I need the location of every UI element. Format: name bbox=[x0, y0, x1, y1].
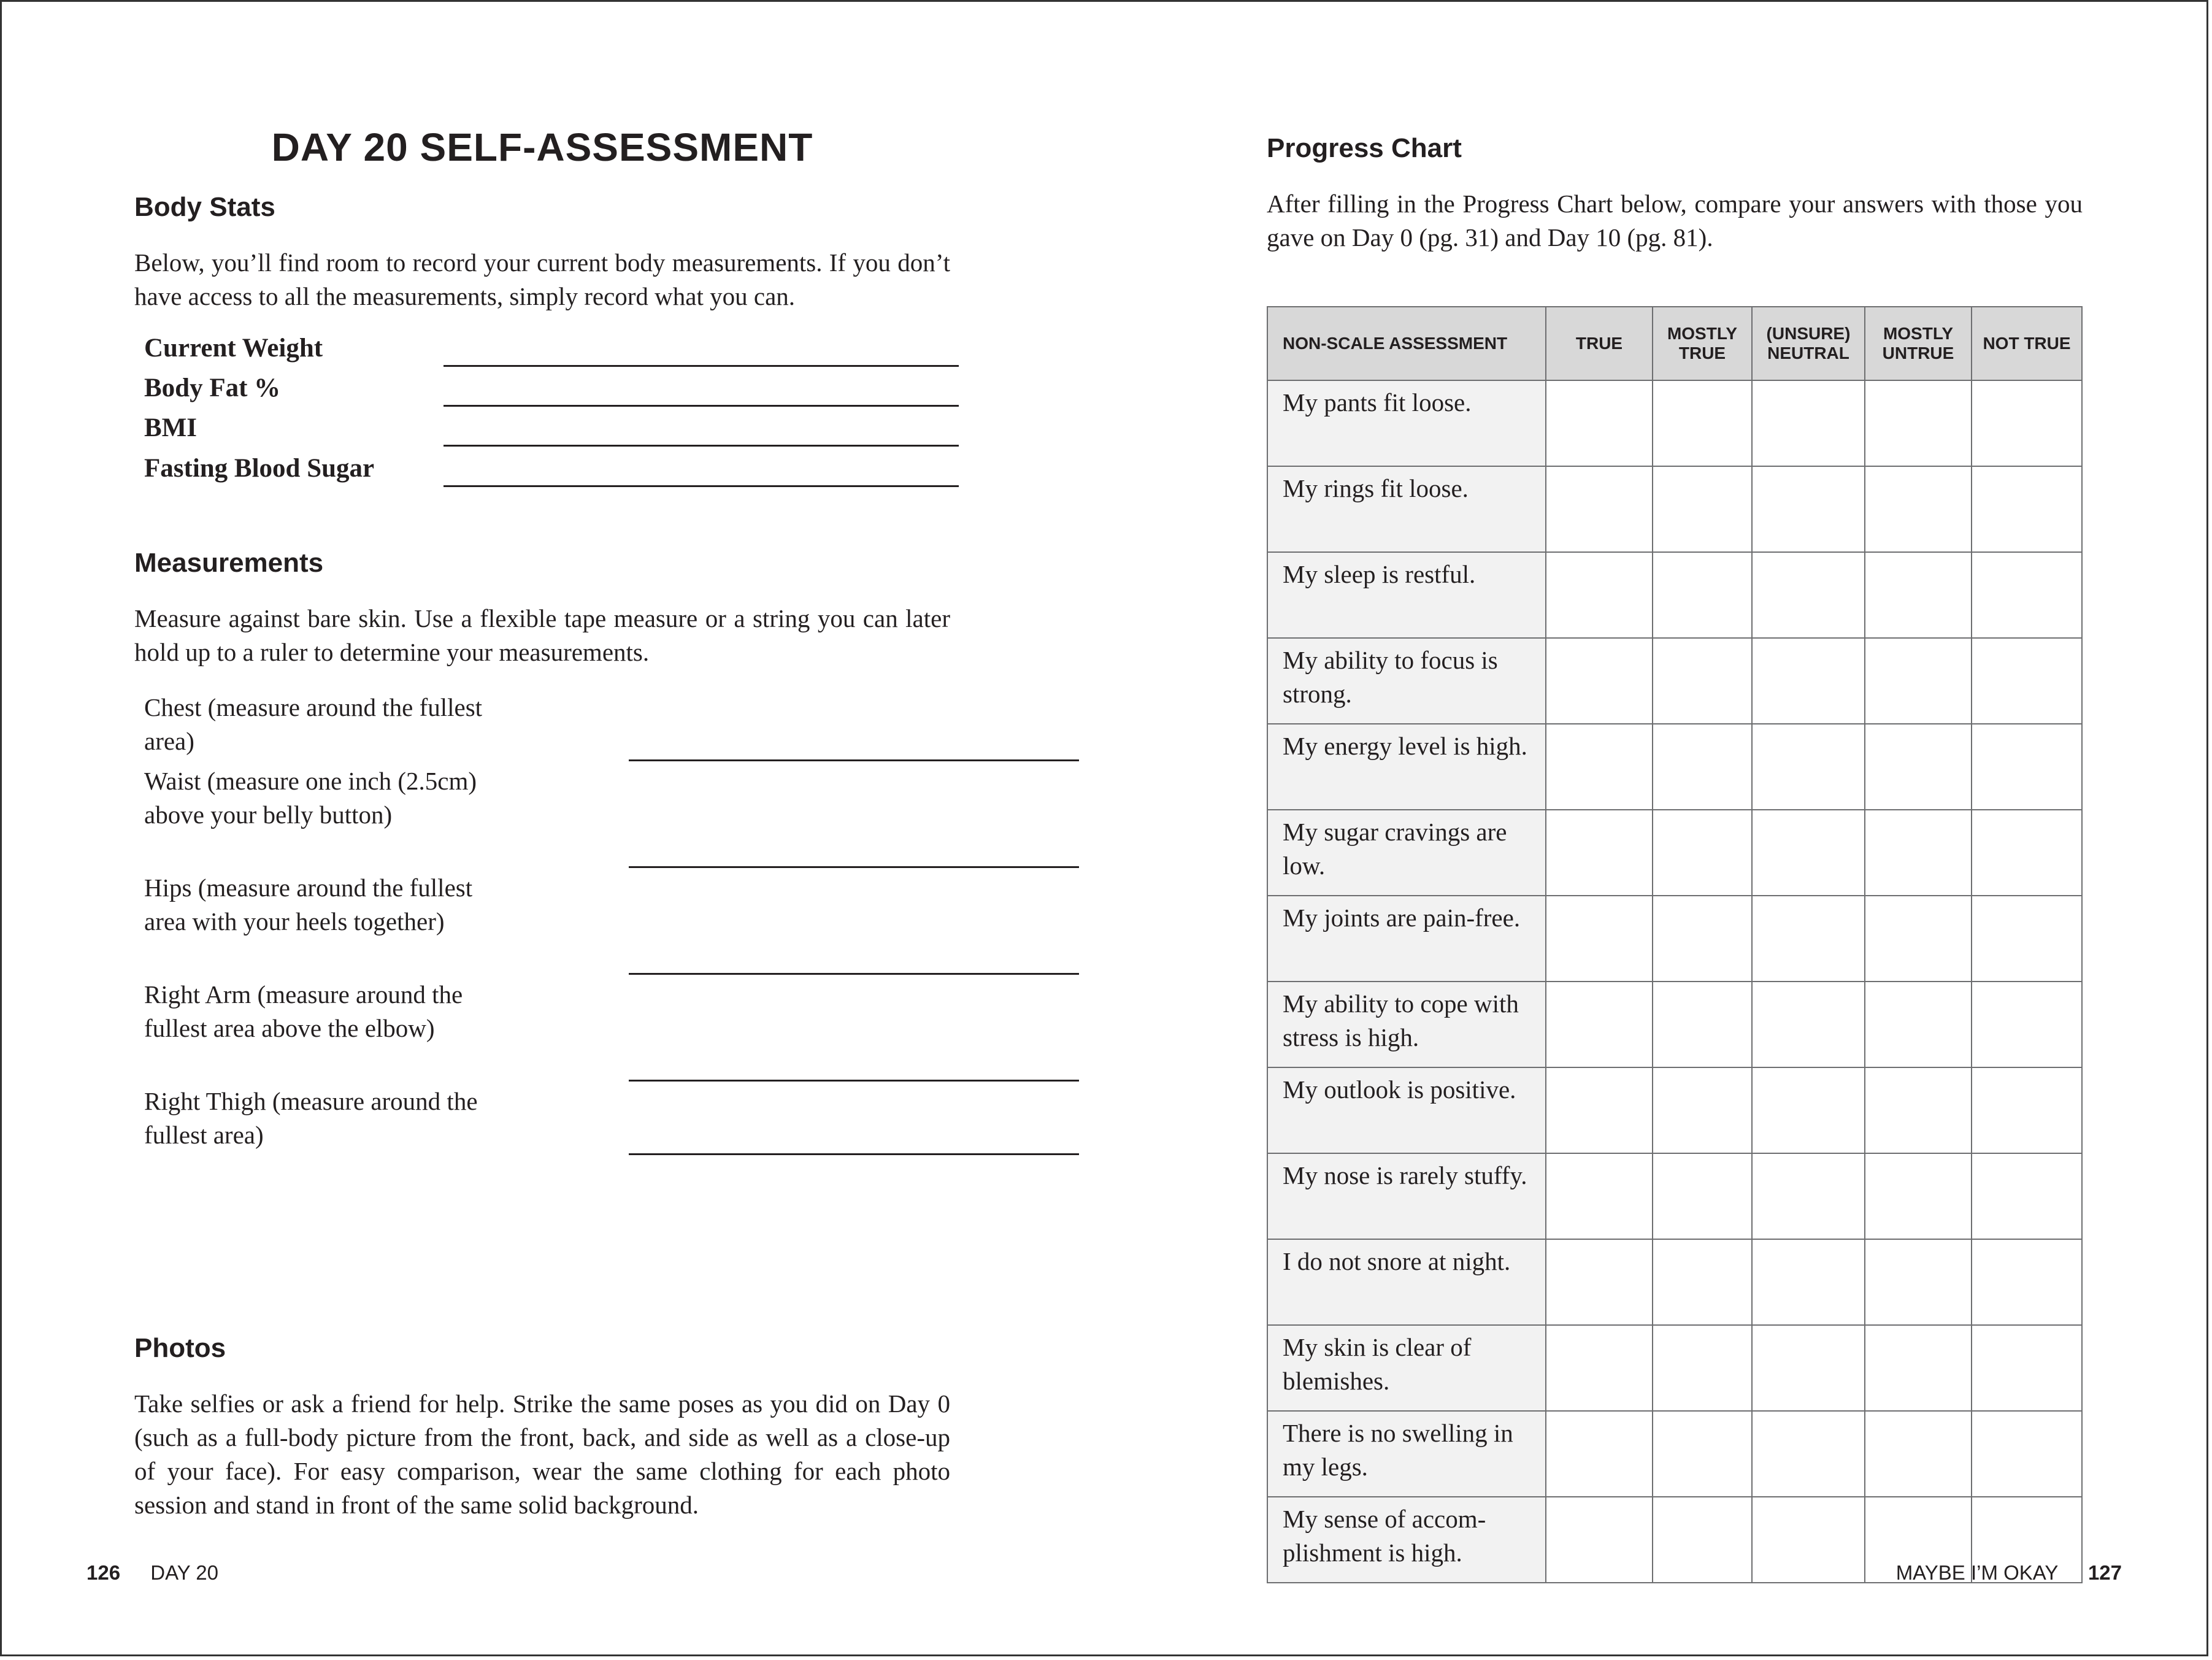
table-row bbox=[1267, 896, 2082, 982]
col-header-true: TRUE bbox=[1546, 307, 1653, 380]
table-row bbox=[1267, 1325, 2082, 1411]
measurement-label: Chest (measure around the fullest area) bbox=[144, 693, 483, 755]
assessment-statement: My joints are pain-free. bbox=[1267, 896, 1546, 982]
table-row bbox=[1267, 1411, 2082, 1497]
stat-row-bmi bbox=[144, 413, 960, 453]
stat-label: Current Weight bbox=[144, 334, 323, 363]
stat-label: BMI bbox=[144, 413, 197, 442]
table-row bbox=[1267, 552, 2082, 638]
assessment-statement: My sugar cravings are low. bbox=[1267, 810, 1546, 896]
answer-checkbox-cell[interactable] bbox=[1546, 1497, 1653, 1583]
table-row bbox=[1267, 810, 2082, 896]
answer-checkbox-cell[interactable] bbox=[1752, 982, 1865, 1067]
measurement-input-line[interactable] bbox=[629, 759, 1079, 761]
right-footer bbox=[1896, 1561, 2122, 1585]
photos-text: Take selfies or ask a friend for help. Strike the same poses as you did on Day 0 (such as a full-body picture from the front, back, and side as well as a close-up of your face). For easy comparison, wear the same clothing for each photo session and stand in front of the same solid background. bbox=[134, 1389, 950, 1519]
answer-checkbox-cell[interactable] bbox=[1865, 1325, 1972, 1411]
table-row bbox=[1267, 638, 2082, 724]
answer-checkbox-cell[interactable] bbox=[1865, 552, 1972, 638]
answer-checkbox-cell[interactable] bbox=[1972, 1411, 2082, 1497]
answer-checkbox-cell[interactable] bbox=[1546, 1153, 1653, 1239]
progress-chart-intro: After filling in the Progress Chart below, compare your answers with those you gave on Day 0 (pg. 31) and Day 10 (pg. 81). bbox=[1267, 190, 2083, 252]
answer-checkbox-cell[interactable] bbox=[1972, 552, 2082, 638]
answer-checkbox-cell[interactable] bbox=[1752, 1325, 1865, 1411]
answer-checkbox-cell[interactable] bbox=[1752, 724, 1865, 810]
answer-checkbox-cell[interactable] bbox=[1972, 724, 2082, 810]
answer-checkbox-cell[interactable] bbox=[1972, 896, 2082, 982]
table-row bbox=[1267, 1067, 2082, 1153]
stat-input-line[interactable] bbox=[444, 405, 959, 407]
measurement-row-right-thigh bbox=[144, 1085, 950, 1152]
answer-checkbox-cell[interactable] bbox=[1865, 1067, 1972, 1153]
measurements-heading: Measurements bbox=[134, 548, 324, 578]
stat-input-line[interactable] bbox=[444, 485, 959, 487]
col-header-mostly-true: MOSTLY TRUE bbox=[1653, 307, 1752, 380]
answer-checkbox-cell[interactable] bbox=[1752, 552, 1865, 638]
assessment-statement: My sleep is restful. bbox=[1267, 552, 1546, 638]
answer-checkbox-cell[interactable] bbox=[1752, 896, 1865, 982]
assessment-statement: My nose is rarely stuffy. bbox=[1267, 1153, 1546, 1239]
col-header-not-true: NOT TRUE bbox=[1972, 307, 2082, 380]
running-head: DAY 20 bbox=[150, 1561, 218, 1584]
answer-checkbox-cell[interactable] bbox=[1752, 1153, 1865, 1239]
assessment-statement: My energy level is high. bbox=[1267, 724, 1546, 810]
measurement-input-line[interactable] bbox=[629, 1153, 1079, 1155]
stat-input-line[interactable] bbox=[444, 445, 959, 447]
stat-row-fasting-blood-sugar bbox=[144, 453, 960, 494]
answer-checkbox-cell[interactable] bbox=[1653, 810, 1752, 896]
measurement-label: Right Arm (measure around the fullest area above the elbow) bbox=[144, 980, 463, 1042]
answer-checkbox-cell[interactable] bbox=[1865, 466, 1972, 552]
left-footer bbox=[86, 1561, 218, 1585]
answer-checkbox-cell[interactable] bbox=[1865, 982, 1972, 1067]
answer-checkbox-cell[interactable] bbox=[1752, 1411, 1865, 1497]
progress-chart-heading: Progress Chart bbox=[1267, 133, 1462, 163]
answer-checkbox-cell[interactable] bbox=[1972, 1325, 2082, 1411]
body-stats-intro: Below, you’ll find room to record your current body measurements. If you don’t have access to all the measurements, simply record what you can. bbox=[134, 248, 950, 310]
answer-checkbox-cell[interactable] bbox=[1653, 380, 1752, 466]
stat-row-current-weight bbox=[144, 333, 960, 374]
measurement-input-line[interactable] bbox=[629, 1080, 1079, 1082]
answer-checkbox-cell[interactable] bbox=[1752, 810, 1865, 896]
answer-checkbox-cell[interactable] bbox=[1972, 1239, 2082, 1325]
stat-row-body-fat bbox=[144, 373, 960, 413]
body-stats-heading: Body Stats bbox=[134, 192, 275, 222]
answer-checkbox-cell[interactable] bbox=[1653, 1067, 1752, 1153]
answer-checkbox-cell[interactable] bbox=[1972, 1067, 2082, 1153]
answer-checkbox-cell[interactable] bbox=[1972, 982, 2082, 1067]
answer-checkbox-cell[interactable] bbox=[1972, 638, 2082, 724]
answer-checkbox-cell[interactable] bbox=[1653, 982, 1752, 1067]
assessment-statement: There is no swelling in my legs. bbox=[1267, 1411, 1546, 1497]
answer-checkbox-cell[interactable] bbox=[1972, 1153, 2082, 1239]
measurement-label: Waist (measure one inch (2.5cm) above your belly button) bbox=[144, 767, 477, 829]
running-head: MAYBE I’M OKAY bbox=[1895, 1561, 2058, 1584]
answer-checkbox-cell[interactable] bbox=[1546, 466, 1653, 552]
table-row bbox=[1267, 380, 2082, 466]
answer-checkbox-cell[interactable] bbox=[1546, 1325, 1653, 1411]
answer-checkbox-cell[interactable] bbox=[1752, 638, 1865, 724]
answer-checkbox-cell[interactable] bbox=[1546, 1067, 1653, 1153]
assessment-statement: My rings fit loose. bbox=[1267, 466, 1546, 552]
page-title: DAY 20 SELF-ASSESSMENT bbox=[271, 125, 813, 169]
answer-checkbox-cell[interactable] bbox=[1752, 380, 1865, 466]
answer-checkbox-cell[interactable] bbox=[1865, 1153, 1972, 1239]
answer-checkbox-cell[interactable] bbox=[1653, 638, 1752, 724]
answer-checkbox-cell[interactable] bbox=[1865, 810, 1972, 896]
answer-checkbox-cell[interactable] bbox=[1865, 1411, 1972, 1497]
answer-checkbox-cell[interactable] bbox=[1752, 1067, 1865, 1153]
answer-checkbox-cell[interactable] bbox=[1653, 1239, 1752, 1325]
answer-checkbox-cell[interactable] bbox=[1546, 638, 1653, 724]
answer-checkbox-cell[interactable] bbox=[1546, 380, 1653, 466]
answer-checkbox-cell[interactable] bbox=[1752, 466, 1865, 552]
assessment-statement: I do not snore at night. bbox=[1267, 1239, 1546, 1325]
measurement-row-hips bbox=[144, 871, 950, 939]
col-header-mostly-untrue: MOSTLY UNTRUE bbox=[1865, 307, 1972, 380]
answer-checkbox-cell[interactable] bbox=[1972, 466, 2082, 552]
answer-checkbox-cell[interactable] bbox=[1653, 1497, 1752, 1583]
table-row bbox=[1267, 1239, 2082, 1325]
assessment-statement: My ability to cope with stress is high. bbox=[1267, 982, 1546, 1067]
assessment-statement: My ability to focus is strong. bbox=[1267, 638, 1546, 724]
answer-checkbox-cell[interactable] bbox=[1752, 1497, 1865, 1583]
page-number: 127 bbox=[2087, 1561, 2122, 1584]
table-row bbox=[1267, 466, 2082, 552]
measurement-label: Right Thigh (measure around the fullest area) bbox=[144, 1087, 478, 1149]
answer-checkbox-cell[interactable] bbox=[1653, 724, 1752, 810]
photos-heading: Photos bbox=[134, 1333, 226, 1363]
answer-checkbox-cell[interactable] bbox=[1972, 810, 2082, 896]
measurement-input-line[interactable] bbox=[629, 866, 1079, 868]
progress-chart-table bbox=[1267, 306, 2083, 1583]
stat-label: Fasting Blood Sugar bbox=[144, 454, 375, 483]
answer-checkbox-cell[interactable] bbox=[1546, 724, 1653, 810]
measurement-label: Hips (measure around the fullest area with your heels together) bbox=[144, 874, 473, 936]
measurement-row-right-arm bbox=[144, 978, 950, 1045]
answer-checkbox-cell[interactable] bbox=[1865, 1239, 1972, 1325]
assessment-statement: My skin is clear of blemishes. bbox=[1267, 1325, 1546, 1411]
col-header-assessment: NON-SCALE ASSESSMENT bbox=[1267, 307, 1546, 380]
answer-checkbox-cell[interactable] bbox=[1546, 1239, 1653, 1325]
table-row bbox=[1267, 982, 2082, 1067]
answer-checkbox-cell[interactable] bbox=[1865, 380, 1972, 466]
answer-checkbox-cell[interactable] bbox=[1546, 896, 1653, 982]
answer-checkbox-cell[interactable] bbox=[1546, 982, 1653, 1067]
assessment-statement: My outlook is positive. bbox=[1267, 1067, 1546, 1153]
answer-checkbox-cell[interactable] bbox=[1546, 1411, 1653, 1497]
measurement-input-line[interactable] bbox=[629, 973, 1079, 975]
answer-checkbox-cell[interactable] bbox=[1752, 1239, 1865, 1325]
answer-checkbox-cell[interactable] bbox=[1865, 724, 1972, 810]
stat-label: Body Fat % bbox=[144, 374, 281, 402]
table-header-row bbox=[1267, 307, 2082, 380]
answer-checkbox-cell[interactable] bbox=[1653, 896, 1752, 982]
answer-checkbox-cell[interactable] bbox=[1653, 1325, 1752, 1411]
answer-checkbox-cell[interactable] bbox=[1653, 552, 1752, 638]
answer-checkbox-cell[interactable] bbox=[1546, 552, 1653, 638]
col-header-neutral: (UNSURE) NEUTRAL bbox=[1752, 307, 1865, 380]
page-number: 126 bbox=[86, 1561, 121, 1584]
answer-checkbox-cell[interactable] bbox=[1653, 1411, 1752, 1497]
answer-checkbox-cell[interactable] bbox=[1546, 810, 1653, 896]
measurements-intro: Measure against bare skin. Use a flexible tape measure or a string you can later hold up to a ruler to determine your measurements. bbox=[134, 604, 950, 666]
stat-input-line[interactable] bbox=[444, 365, 959, 367]
measurement-row-chest bbox=[144, 691, 950, 758]
answer-checkbox-cell[interactable] bbox=[1972, 380, 2082, 466]
measurement-row-waist bbox=[144, 764, 950, 832]
assessment-statement: My sense of accom-plishment is high. bbox=[1267, 1497, 1546, 1583]
assessment-statement: My pants fit loose. bbox=[1267, 380, 1546, 466]
answer-checkbox-cell[interactable] bbox=[1653, 466, 1752, 552]
answer-checkbox-cell[interactable] bbox=[1865, 896, 1972, 982]
answer-checkbox-cell[interactable] bbox=[1653, 1153, 1752, 1239]
table-row bbox=[1267, 1153, 2082, 1239]
answer-checkbox-cell[interactable] bbox=[1865, 638, 1972, 724]
table-row bbox=[1267, 724, 2082, 810]
